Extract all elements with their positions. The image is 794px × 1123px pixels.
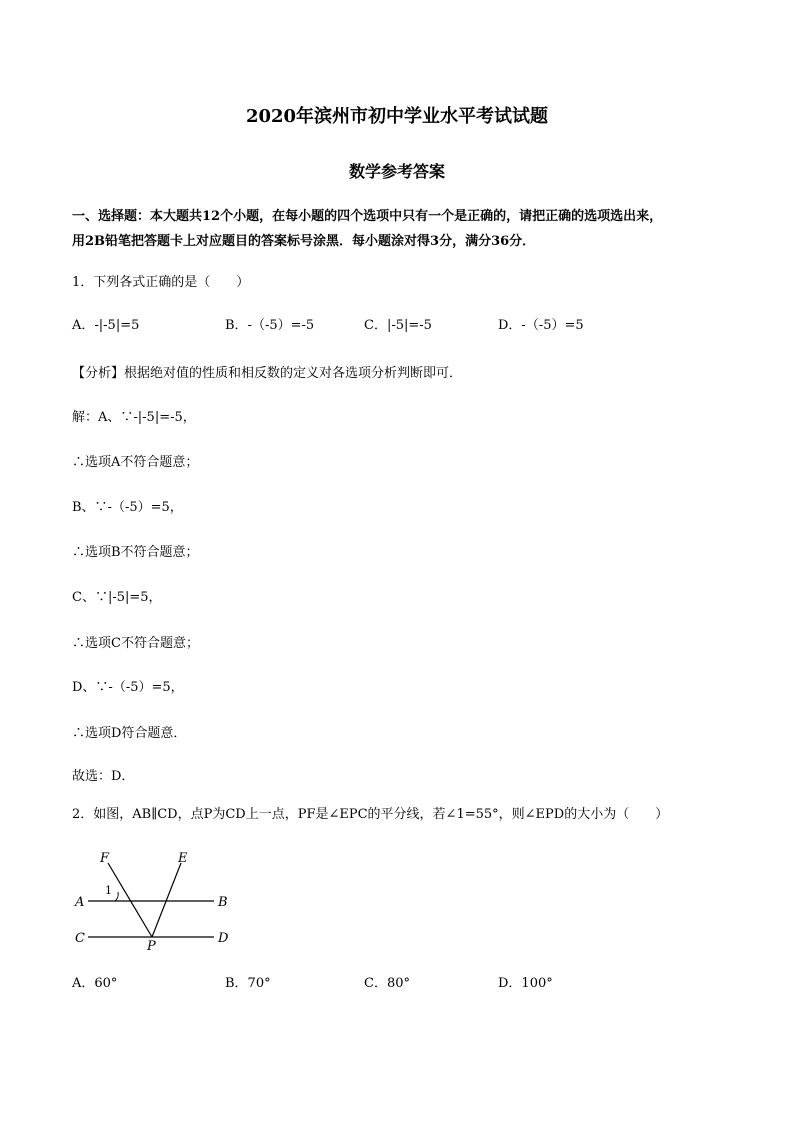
geometry-figure <box>72 845 242 955</box>
label-f: F <box>100 851 110 866</box>
q1-option-a: A．-|-5|=5 <box>72 318 140 333</box>
label-e: E <box>178 851 188 866</box>
q2-option-c: C．80° <box>364 976 410 991</box>
question-1-analysis: 【分析】根据绝对值的性质和相反数的定义对各选项分析判断即可． <box>72 366 463 381</box>
solution-line: ∴选项D符合题意． <box>72 726 187 741</box>
solution-line: B、∵-（-5）=5， <box>72 500 183 515</box>
label-d: D <box>218 931 229 946</box>
q2-option-b: B．70° <box>225 976 271 991</box>
q1-option-b: B．-（-5）=-5 <box>225 318 315 333</box>
solution-line: C、∵|-5|=5， <box>72 590 162 605</box>
q1-option-c: C．|-5|=-5 <box>364 318 432 333</box>
label-angle-1: 1 <box>105 884 112 897</box>
solution-line: ∴选项A不符合题意； <box>72 455 199 470</box>
solution-line: 解：A、∵-|-5|=-5， <box>72 410 196 425</box>
ray-pf <box>108 863 152 937</box>
page-title: 2020年滨州市初中学业水平考试试题 <box>245 106 549 127</box>
q2-option-d: D．100° <box>498 976 553 991</box>
question-2-stem: 2．如图，AB∥CD，点P为CD上一点，PF是∠EPC的平分线，若∠1=55°，则∠EPD的大小为（ ） <box>72 807 669 822</box>
section-instruction-line-1: 一、选择题：本大题共12个小题，在每小题的四个选项中只有一个是正确的，请把正确的选项选出来， <box>72 209 663 224</box>
ray-pe <box>152 863 181 937</box>
angle-1-arc <box>115 892 118 901</box>
label-b: B <box>218 895 228 910</box>
solution-line: ∴选项B不符合题意； <box>72 545 199 560</box>
label-c: C <box>75 931 85 946</box>
section-instruction-line-2: 用2B铅笔把答题卡上对应题目的答案标号涂黑．每小题涂对得3分，满分36分． <box>72 234 536 249</box>
q2-option-a: A．60° <box>72 976 118 991</box>
label-p: P <box>147 939 156 954</box>
solution-answer: 故选：D． <box>72 769 135 784</box>
q1-option-d: D．-（-5）=5 <box>498 318 584 333</box>
page-subtitle: 数学参考答案 <box>348 162 445 181</box>
solution-line: ∴选项C不符合题意； <box>72 636 199 651</box>
question-1-stem: 1．下列各式正确的是（ ） <box>72 275 250 290</box>
label-a: A <box>75 895 85 910</box>
solution-line: D、∵-（-5）=5， <box>72 680 184 695</box>
